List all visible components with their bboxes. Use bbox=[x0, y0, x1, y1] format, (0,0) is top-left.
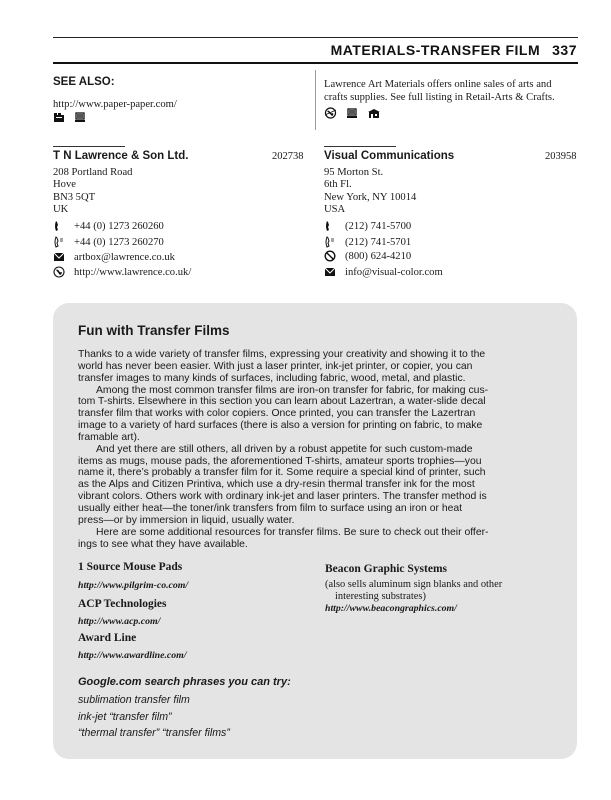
address-line: 208 Portland Road bbox=[53, 167, 133, 178]
phone-icon bbox=[324, 220, 336, 232]
contact-value: +44 (0) 1273 260270 bbox=[74, 236, 164, 248]
resource-name: 1 Source Mouse Pads bbox=[78, 561, 183, 573]
see-also-icons bbox=[53, 112, 86, 123]
sidebar-body bbox=[78, 349, 560, 550]
text-line: name it, there’s probably a transfer film for it. Some require a special kind of printer, such bbox=[78, 467, 486, 479]
vendor-rule-right bbox=[324, 146, 396, 147]
store-icon bbox=[367, 108, 381, 119]
text-line: vibrant colors. Others work with ordinary ink-jet and laser printers. The transfer method is bbox=[78, 491, 487, 503]
text-line: And yet there are still others, all driven by a robust appetite for such custom-made bbox=[96, 443, 473, 455]
text-line: tom T-shirts. Elsewhere in this section you can learn about Lazertran, a water-slide decal bbox=[78, 396, 486, 408]
text-line: as the Alps and Citizen Printiva, which use a dry-resin thermal transfer ink for the most bbox=[78, 479, 475, 491]
contact-fax bbox=[53, 236, 164, 248]
contact-web bbox=[53, 266, 191, 278]
lawrence-art-icons bbox=[324, 107, 381, 119]
contact-value: (800) 624-4210 bbox=[345, 250, 412, 262]
email-icon bbox=[324, 266, 336, 278]
contact-value[interactable]: info@visual-color.com bbox=[345, 266, 443, 278]
vendor-rule-left bbox=[53, 146, 125, 147]
address-line: Hove bbox=[53, 179, 76, 191]
contact-phone bbox=[53, 220, 164, 232]
text-line: Among the most common transfer films are iron-on transfer for fabric, for making cus- bbox=[96, 384, 489, 396]
text-line: Here are some additional resources for transfer films. Be sure to check out their offer- bbox=[96, 526, 489, 538]
address-line: 6th Fl. bbox=[324, 179, 352, 191]
vendor-address bbox=[324, 167, 416, 217]
sidebar-title: Fun with Transfer Films bbox=[78, 323, 230, 338]
search-phrase: sublimation transfer film bbox=[78, 694, 190, 706]
text-line: world has never been easier. With just a laser printer, ink-jet printer, or copier, you can bbox=[78, 360, 473, 372]
vendor-address bbox=[53, 167, 132, 217]
header-rule bbox=[53, 62, 578, 64]
paragraph bbox=[78, 527, 560, 551]
contact-value[interactable]: artbox@lawrence.co.uk bbox=[74, 251, 175, 263]
computer-icon bbox=[74, 112, 86, 123]
search-phrase: “thermal transfer” “transfer films” bbox=[78, 727, 230, 739]
address-line: 95 Morton St. bbox=[324, 167, 384, 178]
fax-icon bbox=[324, 236, 336, 248]
contact-fax bbox=[324, 236, 411, 248]
no-symbol-icon bbox=[324, 250, 336, 262]
vendor-name: T N Lawrence & Son Ltd. bbox=[53, 150, 189, 162]
contact-tollfree bbox=[324, 250, 411, 262]
paragraph bbox=[78, 349, 560, 385]
text-line: ings to see what they have available. bbox=[78, 538, 248, 550]
text-line: press—or by immersion in liquid, usually water. bbox=[78, 514, 295, 526]
contact-phone bbox=[324, 220, 411, 232]
note-line: interesting substrates) bbox=[335, 591, 426, 602]
search-heading: Google.com search phrases you can try: bbox=[78, 676, 291, 688]
resource-name: Beacon Graphic Systems bbox=[325, 563, 448, 575]
globe-icon bbox=[324, 107, 337, 119]
address-line: USA bbox=[324, 204, 346, 216]
contact-value: (212) 741-5701 bbox=[345, 236, 412, 248]
contact-value: (212) 741-5700 bbox=[345, 220, 412, 232]
resource-name: ACP Technologies bbox=[78, 598, 167, 610]
resource-name: Award Line bbox=[78, 632, 137, 644]
paragraph bbox=[78, 444, 560, 527]
see-also-url[interactable]: http://www.paper-paper.com/ bbox=[53, 99, 177, 110]
lawrence-art-line-1: Lawrence Art Materials offers online sales of arts and bbox=[324, 79, 552, 90]
section-title: MATERIALS-TRANSFER FILM bbox=[330, 42, 541, 58]
resource-note bbox=[325, 579, 502, 603]
top-rule bbox=[53, 37, 578, 38]
resource-url[interactable]: http://www.beacongraphics.com/ bbox=[325, 603, 457, 614]
text-line: transfer images to many kinds of surfaces, including fabric, wood, metal, and plastic. bbox=[78, 372, 466, 384]
contact-value[interactable]: http://www.lawrence.co.uk/ bbox=[74, 266, 192, 278]
vendor-name: Visual Communications bbox=[324, 150, 455, 162]
fax-icon bbox=[53, 236, 65, 248]
resource-url[interactable]: http://www.awardline.com/ bbox=[78, 650, 187, 661]
search-phrase: ink-jet “transfer film” bbox=[78, 711, 172, 723]
lawrence-art-line-2: crafts supplies. See full listing in Retail-Arts & Crafts. bbox=[324, 92, 555, 104]
catalog-icon bbox=[53, 112, 65, 123]
address-line: BN3 5QT bbox=[53, 191, 96, 203]
computer-icon bbox=[346, 108, 358, 119]
contact-email bbox=[324, 266, 443, 278]
paragraph bbox=[78, 385, 560, 444]
globe-icon bbox=[53, 266, 65, 278]
address-line: New York, NY 10014 bbox=[324, 191, 417, 203]
lawrence-art-text bbox=[324, 78, 555, 105]
vendor-id: 202738 bbox=[272, 151, 304, 162]
column-divider bbox=[315, 70, 316, 130]
email-icon bbox=[53, 251, 65, 263]
vendor-id: 203958 bbox=[545, 151, 577, 162]
resource-url[interactable]: http://www.acp.com/ bbox=[78, 616, 161, 627]
text-line: image to a variety of hard surfaces (there is also a version for printing on fabric, to make bbox=[78, 420, 483, 432]
text-line: Thanks to a wide variety of transfer films, expressing your creativity and showing it to the bbox=[78, 349, 486, 360]
note-line: (also sells aluminum sign blanks and other bbox=[325, 579, 503, 590]
running-header bbox=[331, 42, 577, 58]
resource-url[interactable]: http://www.pilgrim-co.com/ bbox=[78, 580, 189, 591]
text-line: framable art). bbox=[78, 431, 140, 443]
text-line: transfer film that works with color copiers. Once printed, you can transfer the Lazertran bbox=[78, 408, 476, 420]
text-line: items as mugs, mouse pads, the aforementioned T-shirts, amateur sports trophies—you bbox=[78, 455, 482, 467]
see-also-label: SEE ALSO: bbox=[53, 76, 115, 88]
contact-email bbox=[53, 251, 175, 263]
page-number: 337 bbox=[552, 42, 577, 58]
text-line: usually either heat—the toner/ink transfers from film to surface using an iron or heat bbox=[78, 502, 463, 514]
address-line: UK bbox=[53, 204, 69, 216]
contact-value: +44 (0) 1273 260260 bbox=[74, 220, 164, 232]
phone-icon bbox=[53, 220, 65, 232]
